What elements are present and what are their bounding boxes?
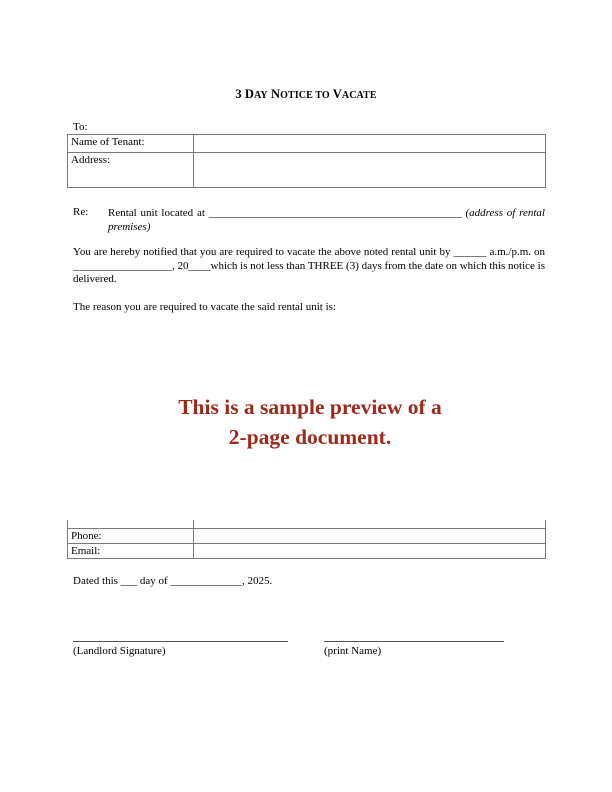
phone-field[interactable] — [194, 529, 546, 544]
table-row — [68, 135, 546, 153]
tenant-table — [67, 134, 546, 188]
tenant-name-field[interactable] — [194, 135, 546, 153]
watermark-line-2: 2-page document. — [228, 425, 392, 449]
email-field[interactable] — [194, 544, 546, 559]
sample-preview-watermark — [0, 392, 612, 452]
print-name-label: (print Name) — [324, 645, 382, 657]
tenant-address-label: Address: — [68, 153, 194, 188]
phone-label: Phone: — [68, 529, 194, 544]
dated-line: Dated this ___ day of _____________, 2025. — [73, 575, 273, 587]
table-row — [68, 153, 546, 188]
re-rental-unit: Rental unit located at ______________________________________________ — [108, 207, 462, 219]
to-label: To: — [73, 121, 88, 133]
re-text — [108, 206, 545, 234]
print-name-line[interactable] — [324, 641, 504, 642]
landlord-signature-label: (Landlord Signature) — [73, 645, 166, 657]
landlord-signature-line[interactable] — [73, 641, 288, 642]
watermark-line-1: This is a sample preview of a — [178, 395, 442, 419]
document-title: 3 DAY NOTICE TO VACATE — [235, 87, 377, 101]
table-cell — [194, 520, 546, 529]
notice-paragraph: You are hereby notified that you are required to vacate the above noted rental unit by ______ a.m./p.m. on __________________, 20____which is not less than THREE (3) days from the date on which this notice is delivered. — [73, 246, 545, 285]
reason-paragraph: The reason you are required to vacate the said rental unit is: — [73, 301, 336, 313]
re-label: Re: — [73, 206, 89, 218]
table-row — [68, 529, 546, 544]
email-label: Email: — [68, 544, 194, 559]
re-address-note: (address of rental premises) — [108, 207, 545, 233]
table-cell — [68, 520, 194, 529]
table-row — [68, 520, 546, 529]
tenant-address-field[interactable] — [194, 153, 546, 188]
tenant-name-label: Name of Tenant: — [68, 135, 194, 153]
table-row — [68, 544, 546, 559]
landlord-contact-table — [67, 520, 546, 559]
